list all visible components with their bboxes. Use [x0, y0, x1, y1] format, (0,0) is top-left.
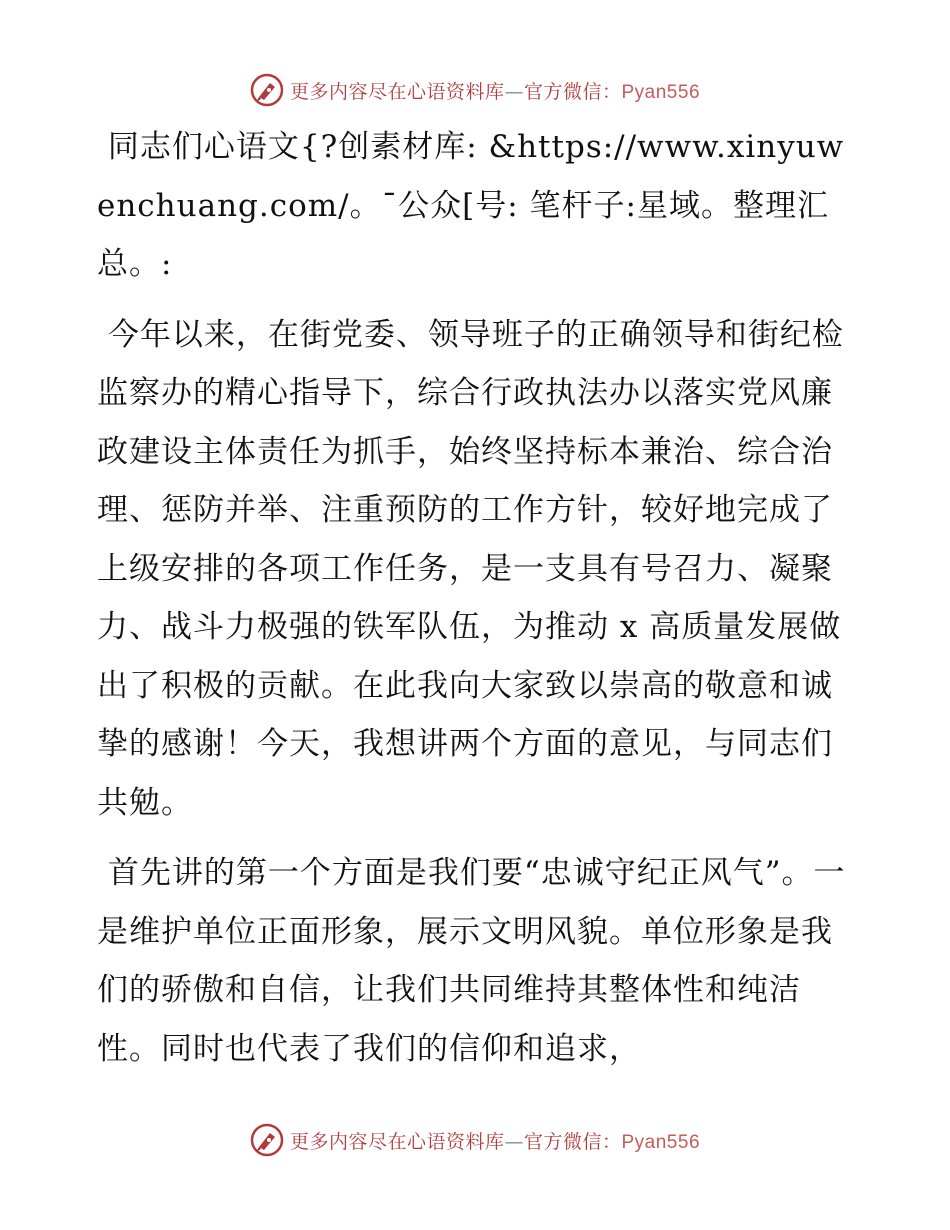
- wechat-account: Pyan556: [621, 81, 701, 103]
- footer-banner-text: [290, 1127, 700, 1154]
- paragraph-intro: 同志们心语文{?创素材库: &https://www.xinyuwenchuang.com/。¯公众[号: 笔杆子:星域。整理汇总。:: [97, 129, 845, 282]
- brand-text: 更多内容尽在心语资料库: [289, 80, 505, 103]
- banner-separator: —: [504, 1130, 524, 1153]
- document-body: [97, 118, 857, 1090]
- wechat-label: 官方微信：: [523, 1130, 622, 1153]
- brand-text: 更多内容尽在心语资料库: [289, 1130, 505, 1153]
- pen-nib-logo-icon: [250, 73, 284, 107]
- header-banner-text: [290, 77, 700, 104]
- wechat-account: Pyan556: [621, 1131, 701, 1153]
- paragraph-first-point: 首先讲的第一个方面是我们要“忠诚守纪正风气”。一是维护单位正面形象，展示文明风貌。单位形象是我们的骄傲和自信，让我们共同维持其整体性和纯洁性。同时也代表了我们的信仰和追求，: [97, 855, 846, 1067]
- wechat-label: 官方微信：: [523, 80, 622, 103]
- banner-separator: —: [504, 80, 524, 103]
- pen-nib-logo-icon: [250, 1123, 284, 1157]
- paragraph-summary: 今年以来，在街党委、领导班子的正确领导和街纪检监察办的精心指导下，综合行政执法办以落实党风廉政建设主体责任为抓手，始终坚持标本兼治、综合治理、惩防并举、注重预防的工作方针，较好地完成了上级安排的各项工作任务，是一支具有号召力、凝聚力、战斗力极强的铁军队伍，为推动 x 高质量发展做出了积极的贡献。在此我向大家致以崇高的敬意和诚挚的感谢！今天，我想讲两个方面的意见，与同志们共勉。: [97, 316, 844, 821]
- header-banner: [0, 70, 950, 110]
- footer-banner: [0, 1120, 950, 1160]
